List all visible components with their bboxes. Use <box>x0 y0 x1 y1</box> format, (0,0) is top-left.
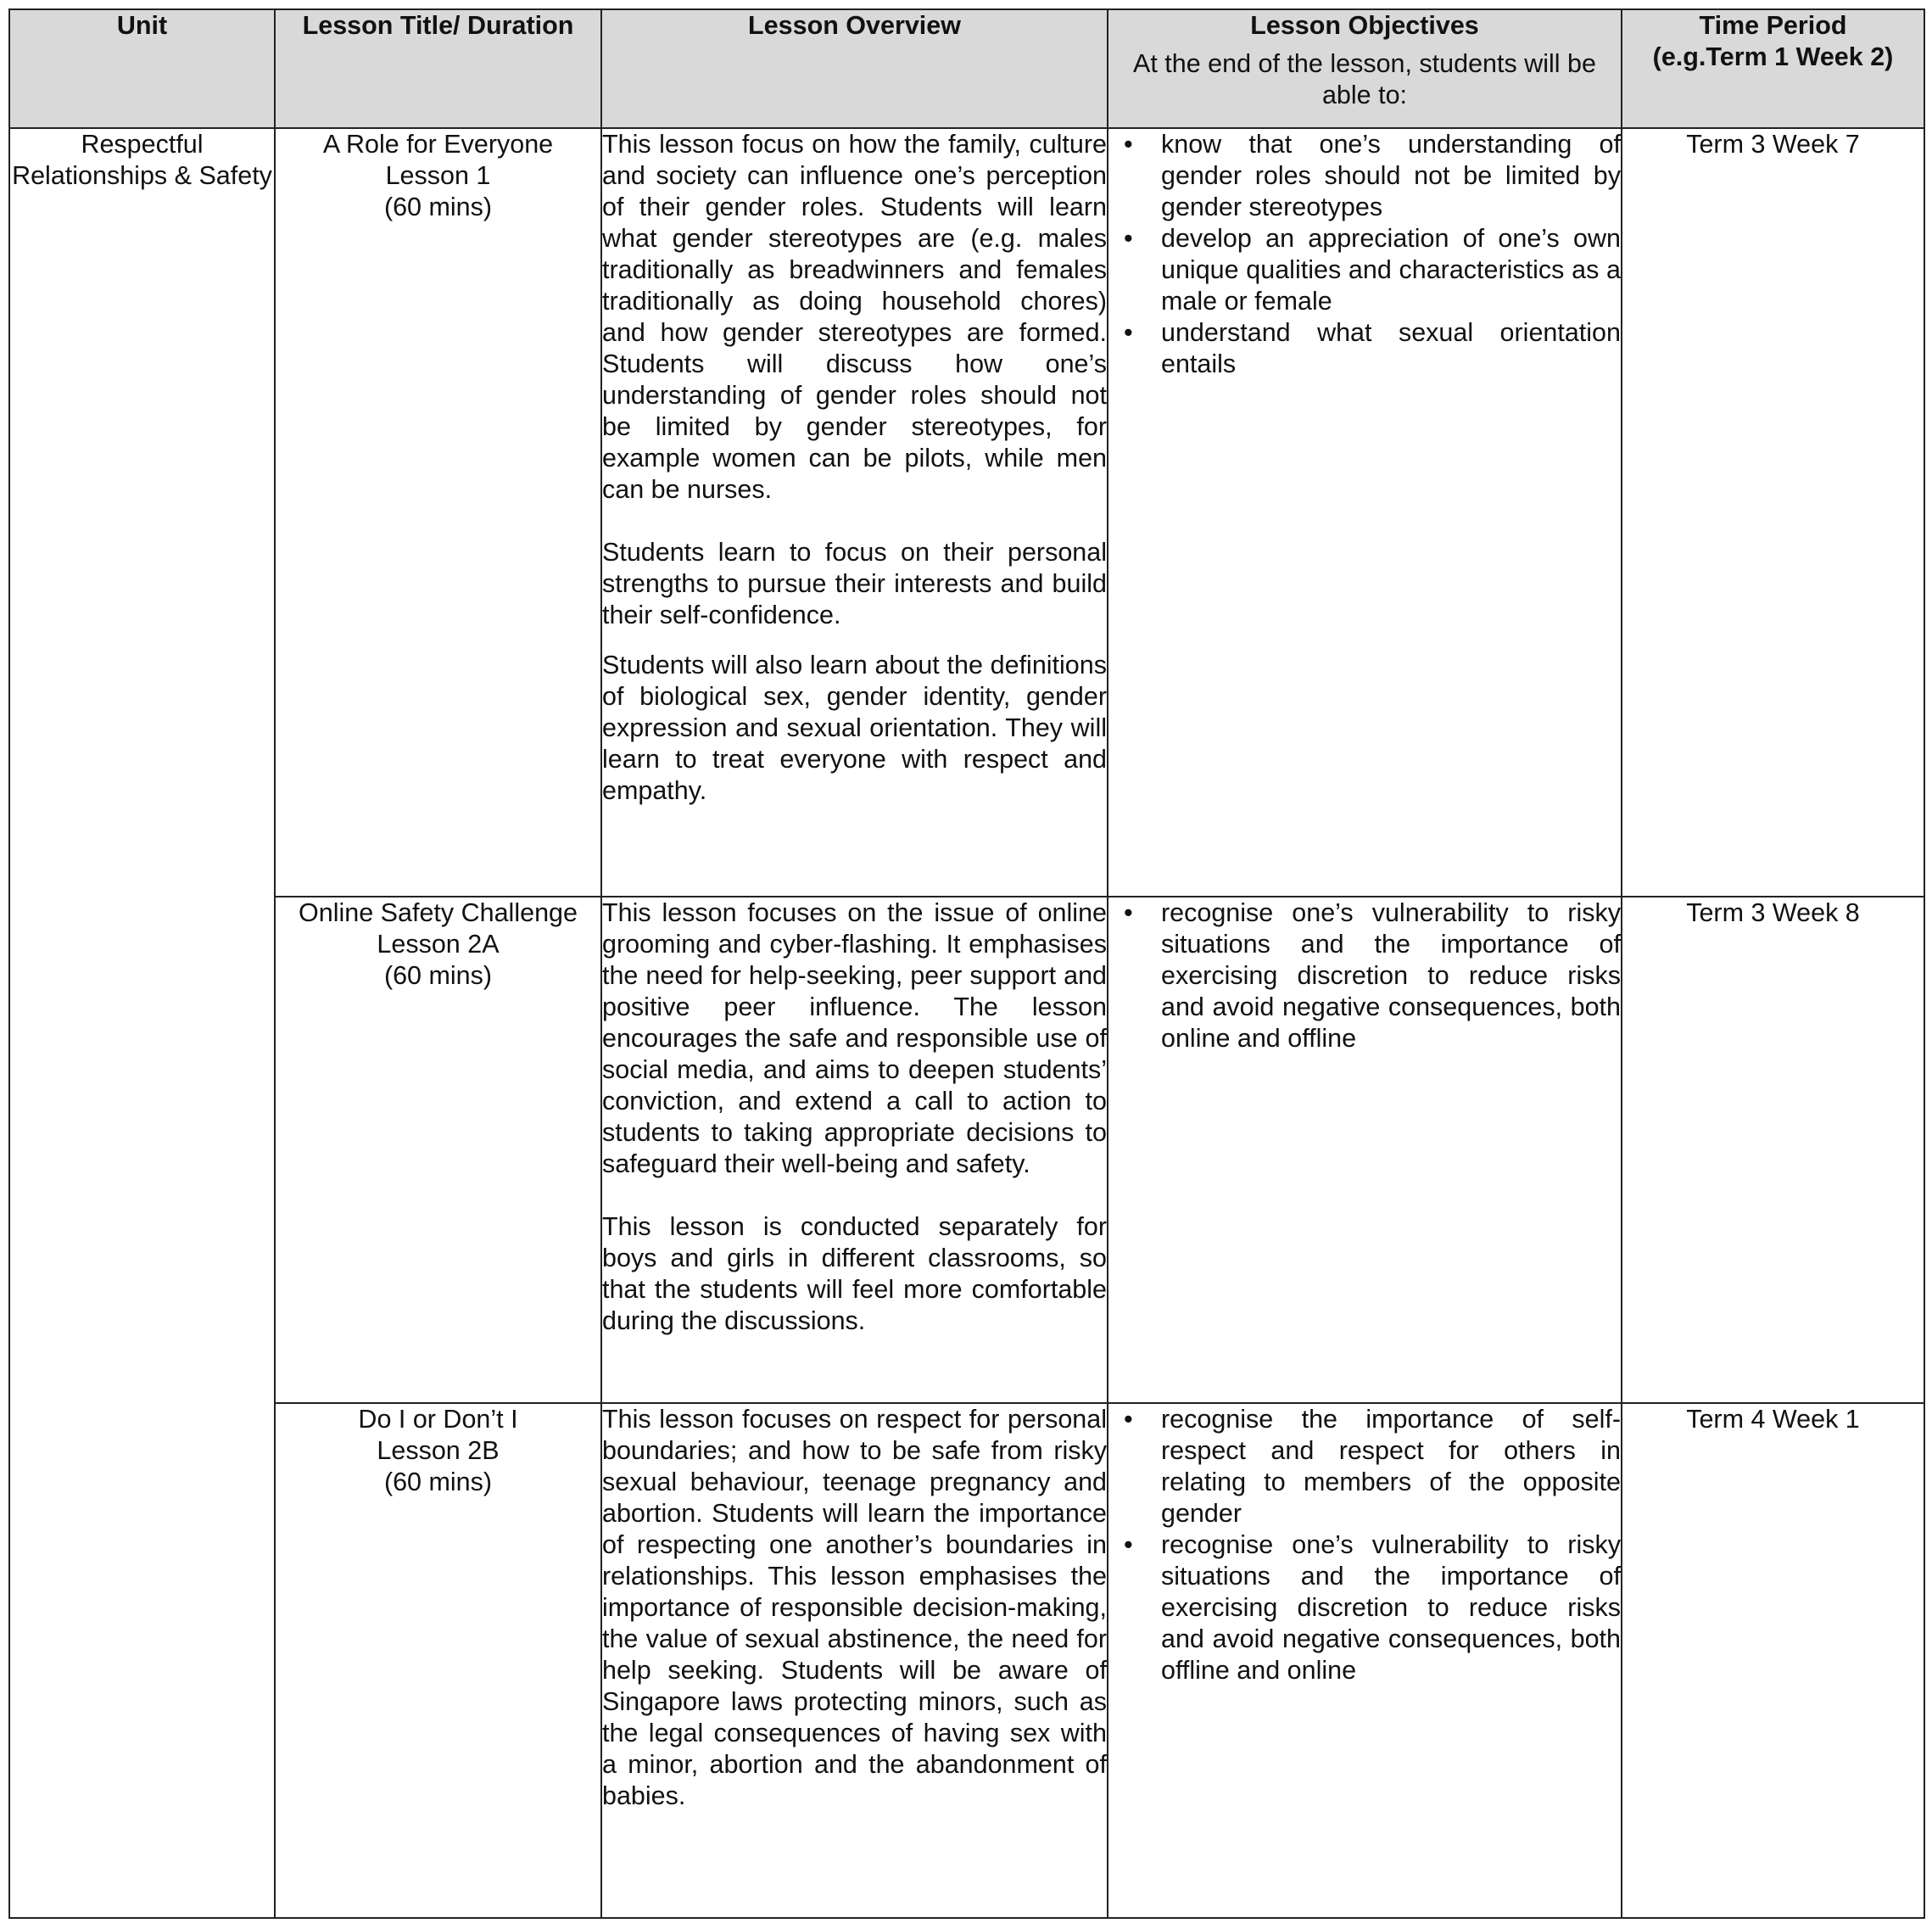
header-unit <box>9 9 275 128</box>
overview-paragraph: Students will also learn about the definitions of biological sex, gender identity, gender expression and sexual orientation. They will learn to treat everyone with respect and empathy. <box>602 651 1107 805</box>
bullet-icon: • <box>1124 897 1133 927</box>
header-overview-label: Lesson Overview <box>748 11 961 40</box>
bullet-icon: • <box>1124 130 1133 159</box>
objective-item <box>1108 129 1621 223</box>
overview-paragraph: Students learn to focus on their personal strengths to pursue their interests and build their self-confidence. <box>602 538 1107 629</box>
header-unit-label: Unit <box>116 11 168 40</box>
lesson-duration: (60 mins) <box>383 960 493 990</box>
lesson-number: Lesson 2A <box>377 929 500 959</box>
header-lesson-title-label: Lesson Title/ Duration <box>302 11 574 40</box>
lesson-title-cell <box>275 128 601 897</box>
header-objectives <box>1108 9 1622 128</box>
objectives-cell <box>1108 1403 1622 1918</box>
overview-cell <box>601 897 1108 1403</box>
header-lesson-title <box>275 9 601 128</box>
header-objectives-label: Lesson Objectives <box>1250 11 1479 40</box>
objective-text: recognise the importance of self-respect and respect for others in relating to members of the opposite gender <box>1161 1404 1621 1528</box>
bullet-icon: • <box>1124 318 1133 347</box>
overview-paragraph: This lesson focuses on the issue of online grooming and cyber-flashing. It emphasises the need for help-seeking, peer support and positive peer influence. The lesson encourages the safe and responsible use of social media, and aims to deepen students’ conviction, and extend a call to action to students to taking appropriate decisions to safeguard their well-being and safety. <box>602 897 1107 1178</box>
objective-item <box>1108 223 1621 317</box>
time-period-cell <box>1622 1403 1924 1918</box>
table-row <box>9 128 1924 897</box>
objective-item <box>1108 1404 1621 1529</box>
lesson-duration: (60 mins) <box>383 1467 493 1496</box>
lesson-plan-table <box>8 8 1925 1919</box>
lesson-title: Do I or Don’t I <box>358 1404 518 1434</box>
bullet-icon: • <box>1124 224 1133 253</box>
objectives-cell <box>1108 897 1622 1403</box>
header-overview <box>601 9 1108 128</box>
header-row <box>9 9 1924 128</box>
objective-text: recognise one’s vulnerability to risky situations and the importance of exercising discretion to reduce risks and avoid negative consequences, both offline and online <box>1161 1529 1621 1685</box>
header-objectives-subtitle: At the end of the lesson, students will be able to: <box>1133 49 1596 109</box>
objective-item <box>1108 1529 1621 1686</box>
bullet-icon: • <box>1124 1529 1133 1559</box>
unit-name: Respectful Relationships & Safety <box>12 130 272 190</box>
overview-cell <box>601 1403 1108 1918</box>
time-period-cell <box>1622 128 1924 897</box>
time-period: Term 3 Week 7 <box>1686 130 1860 159</box>
objective-text: develop an appreciation of one’s own unique qualities and characteristics as a male or female <box>1161 224 1621 316</box>
objectives-list <box>1108 897 1621 1054</box>
objective-item <box>1108 317 1621 380</box>
objectives-list <box>1108 129 1621 380</box>
header-time-period <box>1622 9 1924 128</box>
overview-paragraph: This lesson focus on how the family, culture and society can influence one’s perception of their gender roles. Students will learn what gender stereotypes are (e.g. males traditionally as breadwinners and females traditionally as doing household chores) and how gender stereotypes are formed. Students will discuss how one’s understanding of gender roles should not be limited by gender stereotypes, for example women can be pilots, while men can be nurses. <box>602 130 1107 504</box>
time-period: Term 4 Week 1 <box>1686 1404 1860 1434</box>
table-row <box>9 1403 1924 1918</box>
objectives-cell <box>1108 128 1622 897</box>
lesson-title-cell <box>275 897 601 1403</box>
lesson-title: Online Safety Challenge <box>299 897 578 927</box>
lesson-number: Lesson 2B <box>377 1435 500 1465</box>
objective-item <box>1108 897 1621 1054</box>
overview-cell <box>601 128 1108 897</box>
unit-cell <box>9 128 275 1918</box>
overview-paragraph: This lesson focuses on respect for personal boundaries; and how to be safe from risky sexual behaviour, teenage pregnancy and abortion. Students will learn the importance of respecting one another’s boundaries in relationships. This lesson emphasises the importance of responsible decision-making, the value of sexual abstinence, the need for help seeking. Students will be aware of Singapore laws protecting minors, such as the legal consequences of having sex with a minor, abortion and the abandonment of babies. <box>602 1404 1107 1810</box>
table-row <box>9 897 1924 1403</box>
time-period: Term 3 Week 8 <box>1686 897 1860 927</box>
lesson-number: Lesson 1 <box>385 161 491 190</box>
lesson-title: A Role for Everyone <box>322 130 554 159</box>
lesson-title-cell <box>275 1403 601 1918</box>
objective-text: understand what sexual orientation entails <box>1161 318 1621 378</box>
objective-text: know that one’s understanding of gender roles should not be limited by gender stereotypes <box>1161 130 1621 221</box>
header-time-period-example: (e.g.Term 1 Week 2) <box>1652 42 1894 71</box>
header-time-period-label: Time Period <box>1699 11 1847 40</box>
objectives-list <box>1108 1404 1621 1686</box>
overview-paragraph: This lesson is conducted separately for boys and girls in different classrooms, so that the students will feel more comfortable during the discussions. <box>602 1211 1107 1335</box>
time-period-cell <box>1622 897 1924 1403</box>
bullet-icon: • <box>1124 1404 1133 1434</box>
objective-text: recognise one’s vulnerability to risky situations and the importance of exercising discretion to reduce risks and avoid negative consequences, both online and offline <box>1161 897 1621 1053</box>
lesson-duration: (60 mins) <box>383 193 493 221</box>
